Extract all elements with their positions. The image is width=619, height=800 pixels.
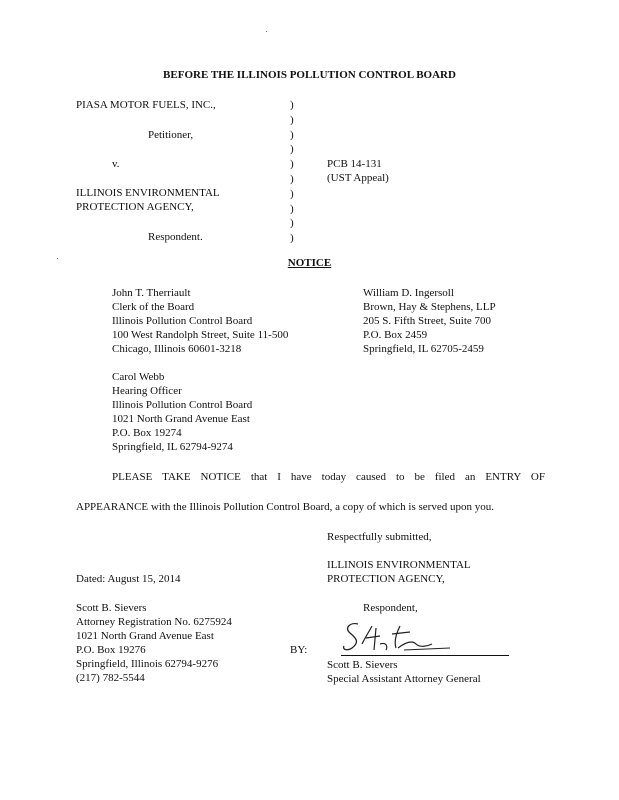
notice-heading: NOTICE bbox=[287, 257, 332, 269]
versus: v. bbox=[112, 158, 120, 170]
signature-line bbox=[341, 655, 509, 656]
recipient-line: Carol Webb bbox=[112, 371, 165, 383]
recipient-line: John T. Therriault bbox=[112, 287, 191, 299]
date-line: Dated: August 15, 2014 bbox=[76, 573, 181, 585]
recipient-line: Illinois Pollution Control Board bbox=[112, 315, 253, 327]
recipient-line: 100 West Randolph Street, Suite 11-500 bbox=[112, 329, 289, 341]
recipient-counsel bbox=[363, 286, 496, 356]
recipient-line: Illinois Pollution Control Board bbox=[112, 399, 253, 411]
attorney-line: (217) 782-5544 bbox=[76, 672, 145, 684]
by-label: BY: bbox=[290, 644, 308, 656]
respondent-label: Respondent, bbox=[363, 602, 418, 614]
recipient-clerk bbox=[112, 286, 288, 356]
case-number: PCB 14-131 bbox=[327, 158, 382, 170]
caption-parentheses: ) ) ) ) ) ) ) ) ) ) bbox=[290, 99, 294, 245]
signer-title: Special Assistant Attorney General bbox=[327, 673, 481, 685]
recipient-line: Springfield, IL 62794-9274 bbox=[112, 441, 233, 453]
attorney-line: P.O. Box 19276 bbox=[76, 644, 146, 656]
petitioner-name: PIASA MOTOR FUELS, INC., bbox=[76, 99, 216, 111]
recipient-line: Chicago, Illinois 60601-3218 bbox=[112, 343, 242, 355]
case-type: (UST Appeal) bbox=[327, 172, 389, 184]
scan-speck bbox=[266, 31, 267, 32]
recipient-line: Brown, Hay & Stephens, LLP bbox=[363, 301, 496, 313]
recipient-line: 1021 North Grand Avenue East bbox=[112, 413, 250, 425]
attorney-line: 1021 North Grand Avenue East bbox=[76, 630, 214, 642]
notice-body-line-2: APPEARANCE with the Illinois Pollution Control Board, a copy of which is served upon you. bbox=[76, 501, 494, 513]
respondent-line-2: PROTECTION AGENCY, bbox=[76, 201, 194, 213]
agency-line-2: PROTECTION AGENCY, bbox=[327, 573, 445, 585]
respondent-role: Respondent. bbox=[148, 231, 203, 243]
board-title: BEFORE THE ILLINOIS POLLUTION CONTROL BOARD bbox=[163, 69, 456, 81]
recipient-line: P.O. Box 2459 bbox=[363, 329, 428, 341]
recipient-line: P.O. Box 19274 bbox=[112, 427, 182, 439]
notice-body-line-1: PLEASE TAKE NOTICE that I have today caused to be filed an ENTRY OF bbox=[112, 471, 545, 483]
respectfully-submitted: Respectfully submitted, bbox=[327, 531, 432, 543]
petitioner-role: Petitioner, bbox=[148, 129, 194, 141]
recipient-line: 205 S. Fifth Street, Suite 700 bbox=[363, 315, 492, 327]
handwritten-signature bbox=[336, 616, 456, 656]
attorney-info bbox=[76, 601, 232, 685]
attorney-line: Scott B. Sievers bbox=[76, 602, 147, 614]
respondent-line-1: ILLINOIS ENVIRONMENTAL bbox=[76, 187, 220, 199]
attorney-line: Springfield, Illinois 62794-9276 bbox=[76, 658, 219, 670]
recipient-line: Springfield, IL 62705-2459 bbox=[363, 343, 484, 355]
recipient-line: William D. Ingersoll bbox=[363, 287, 454, 299]
recipient-line: Clerk of the Board bbox=[112, 301, 195, 313]
agency-line-1: ILLINOIS ENVIRONMENTAL bbox=[327, 559, 471, 571]
attorney-line: Attorney Registration No. 6275924 bbox=[76, 616, 232, 628]
signer-name: Scott B. Sievers bbox=[327, 659, 398, 671]
recipient-line: Hearing Officer bbox=[112, 385, 182, 397]
recipient-hearing-officer bbox=[112, 370, 252, 454]
